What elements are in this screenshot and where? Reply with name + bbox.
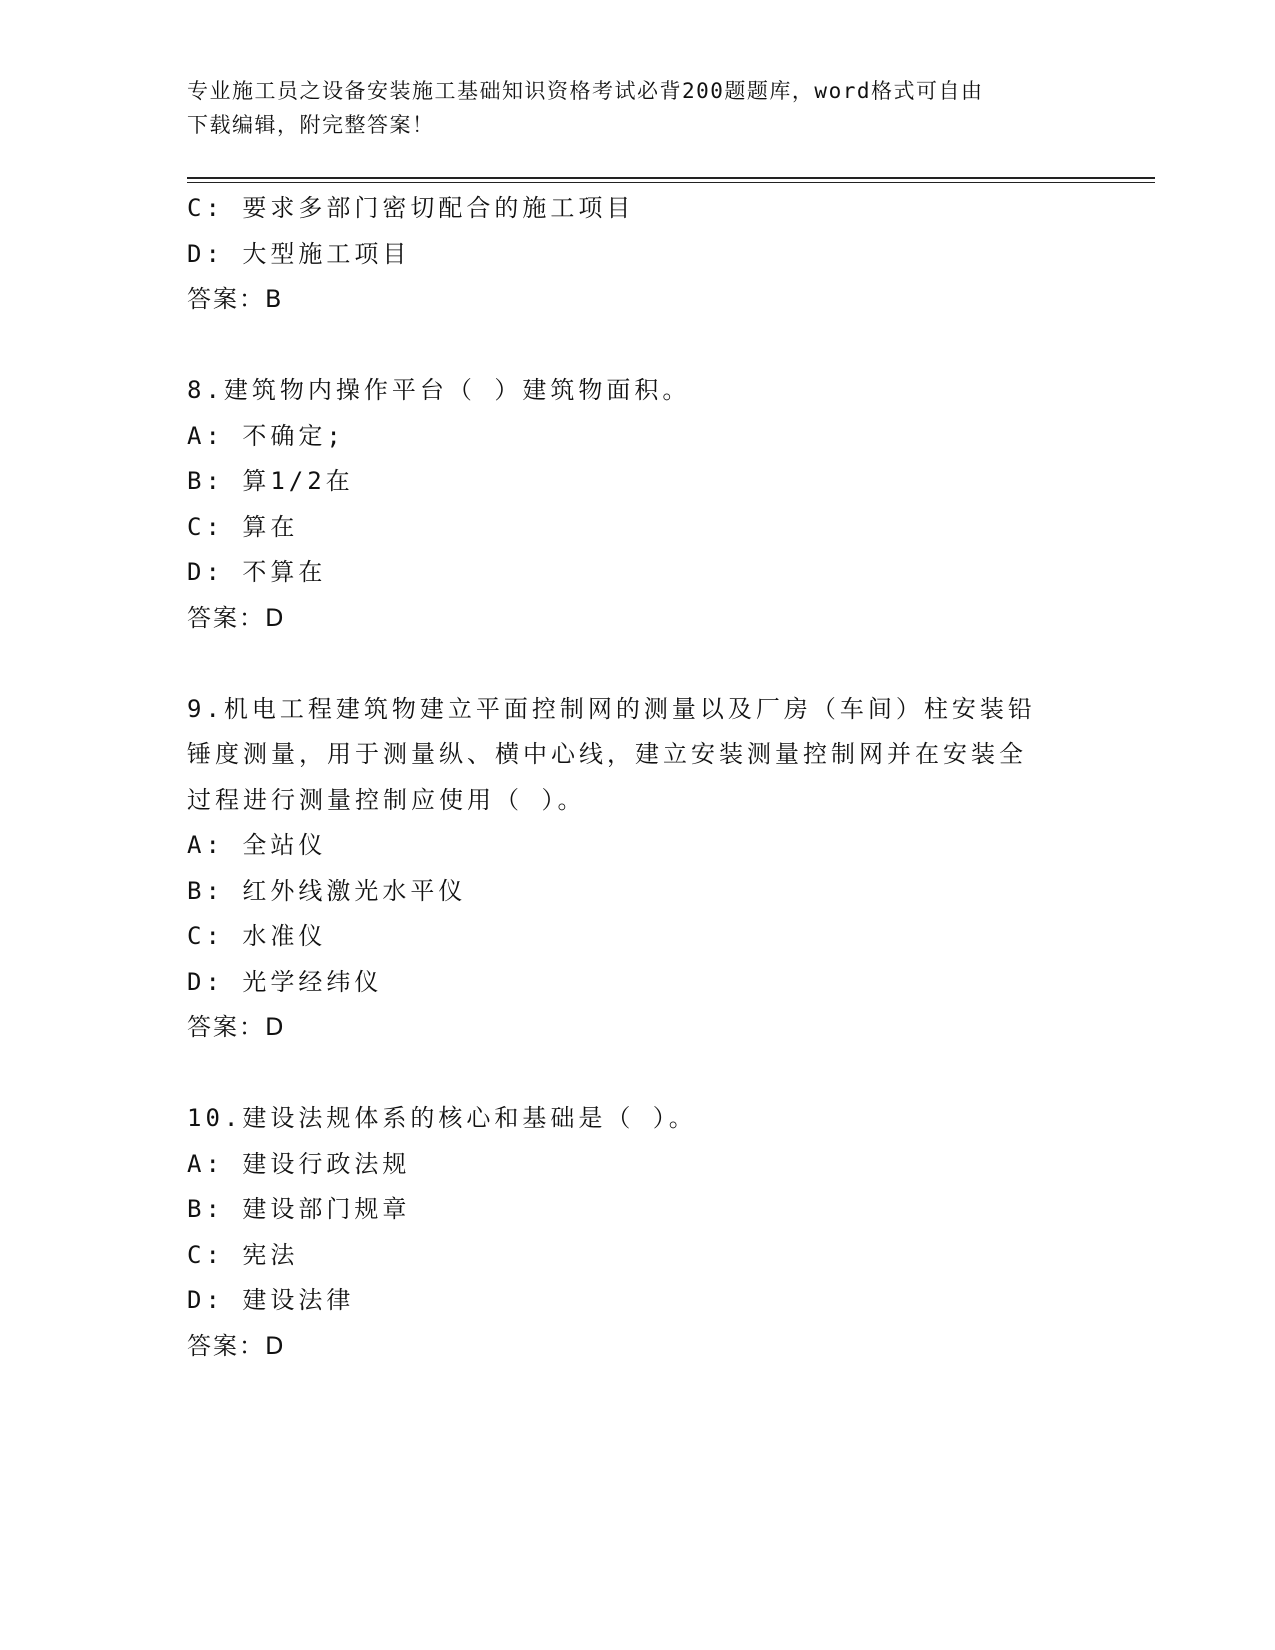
option-d: D: 建设法律 bbox=[187, 1286, 355, 1314]
question-stem-line-2: 锤度测量，用于测量纵、横中心线，建立安装测量控制网并在安装全 bbox=[187, 740, 1027, 768]
option-a: A: 全站仪 bbox=[187, 831, 327, 859]
option-c: C: 要求多部门密切配合的施工项目 bbox=[187, 194, 635, 222]
option-c: C: 水准仪 bbox=[187, 922, 327, 950]
option-b: B: 红外线激光水平仪 bbox=[187, 876, 467, 905]
question-spacer bbox=[187, 641, 1087, 687]
header-title-line-2: 下载编辑，附完整答案！ bbox=[187, 113, 435, 137]
question-stem-line-3: 过程进行测量控制应使用（ ）。 bbox=[187, 785, 586, 814]
option-d: D: 大型施工项目 bbox=[187, 239, 411, 268]
header-divider-thick bbox=[187, 177, 1155, 179]
answer-line: 答案：D bbox=[187, 1013, 286, 1041]
question-8 bbox=[187, 368, 1087, 641]
option-a: A: 不确定; bbox=[187, 421, 345, 450]
answer-line: 答案：D bbox=[187, 1331, 286, 1360]
question-stem: 8.建筑物内操作平台（ ）建筑物面积。 bbox=[187, 376, 691, 404]
answer-line: 答案：B bbox=[187, 285, 284, 313]
answer-line: 答案：D bbox=[187, 603, 286, 632]
question-stem: 10.建设法规体系的核心和基础是（ ）。 bbox=[187, 1104, 697, 1132]
question-9 bbox=[187, 687, 1087, 1051]
option-b: B: 算1/2在 bbox=[187, 467, 354, 495]
question-spacer bbox=[187, 1051, 1087, 1097]
header-title-line-1: 专业施工员之设备安装施工基础知识资格考试必背200题题库，word格式可自由 bbox=[187, 79, 984, 103]
question-spacer bbox=[187, 323, 1087, 369]
question-7-continued bbox=[187, 186, 1087, 323]
option-c: C: 宪法 bbox=[187, 1240, 299, 1269]
header-divider-thin bbox=[187, 182, 1155, 183]
document-header bbox=[187, 74, 1087, 142]
question-stem-line-1: 9.机电工程建筑物建立平面控制网的测量以及厂房（车间）柱安装铅 bbox=[187, 694, 1036, 723]
question-10 bbox=[187, 1096, 1087, 1369]
option-d: D: 光学经纬仪 bbox=[187, 967, 383, 996]
option-c: C: 算在 bbox=[187, 512, 299, 541]
option-d: D: 不算在 bbox=[187, 558, 327, 586]
option-b: B: 建设部门规章 bbox=[187, 1195, 411, 1223]
option-a: A: 建设行政法规 bbox=[187, 1149, 411, 1178]
question-list bbox=[187, 186, 1087, 1369]
